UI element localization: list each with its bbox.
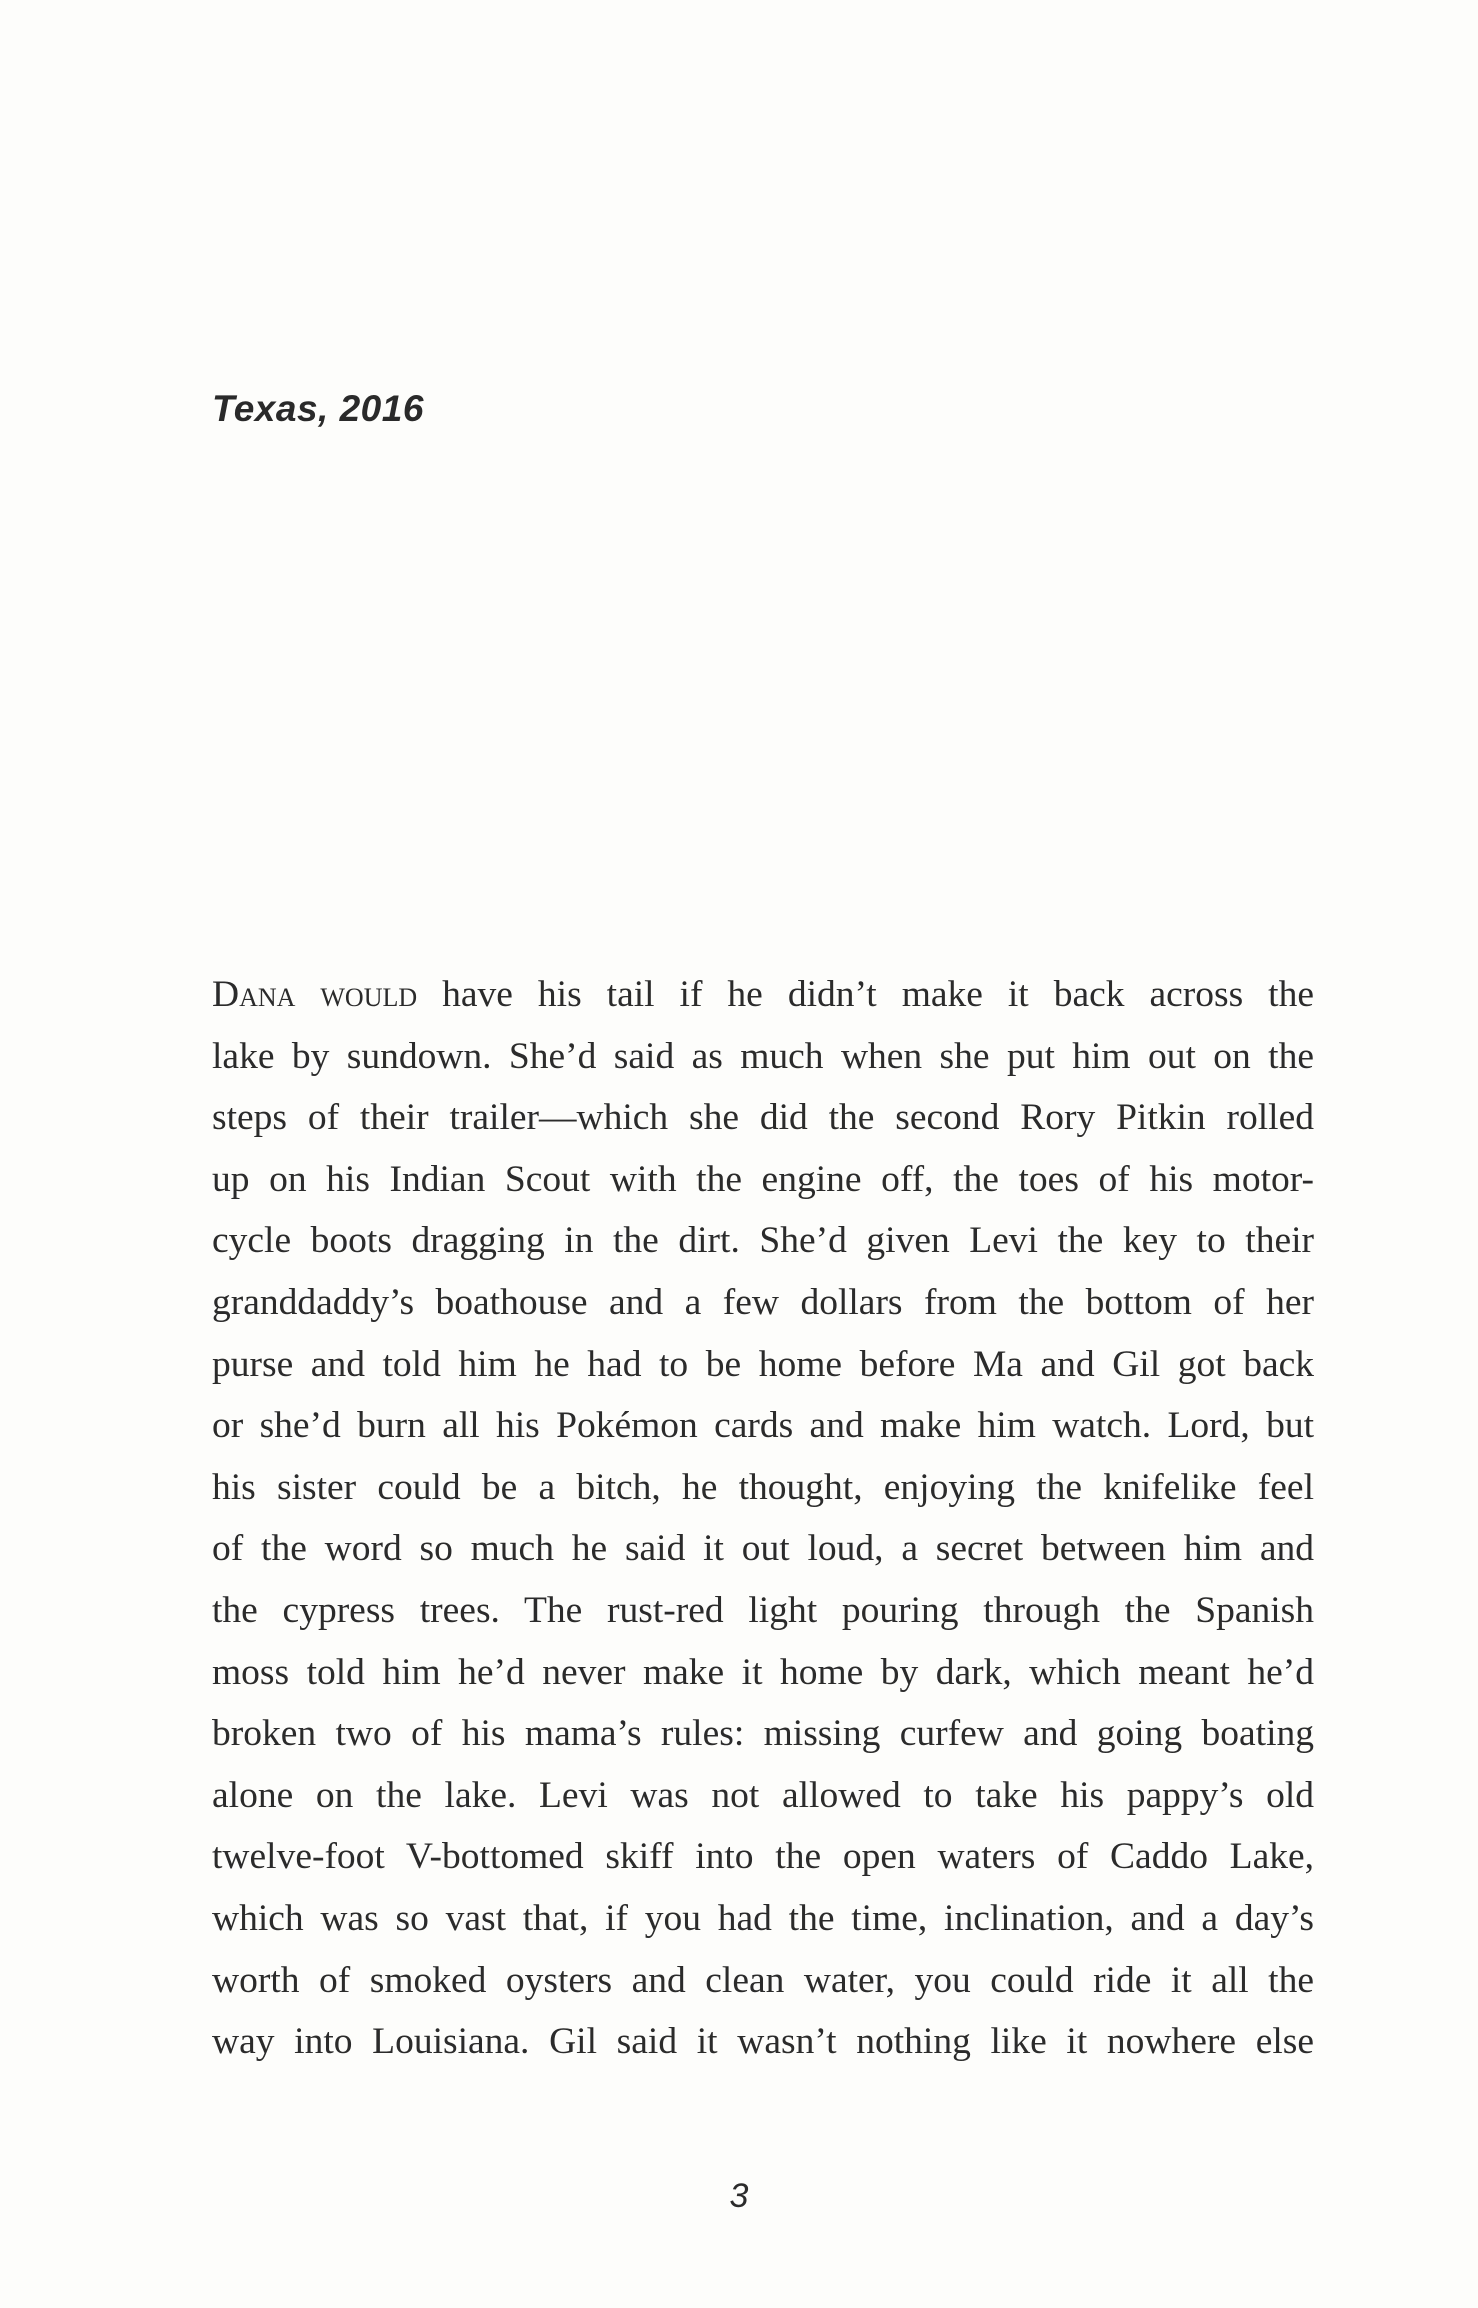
text-line: granddaddy’s boathouse and a few dollars from the bottom of her (212, 1281, 1314, 1323)
text-line: cycle boots dragging in the dirt. She’d given Levi the key to their (212, 1220, 1314, 1262)
text-line: twelve-foot V-bottomed skiff into the open waters of Caddo Lake, (212, 1836, 1314, 1878)
text-line: the cypress trees. The rust-red light pouring through the Spanish (212, 1589, 1314, 1631)
opening-smallcaps: Dana would (212, 974, 418, 1015)
text-line: or she’d burn all his Pokémon cards and make him watch. Lord, but (212, 1405, 1314, 1447)
text-line: moss told him he’d never make it home by dark, which meant he’d (212, 1651, 1314, 1693)
body-paragraph (212, 964, 1314, 2073)
text-line: which was so vast that, if you had the time, inclination, and a day’s (212, 1897, 1314, 1939)
page-number: 3 (729, 2177, 749, 2215)
text-line: steps of their trailer—which she did the second Rory Pitkin rolled (212, 1097, 1314, 1139)
text-line: alone on the lake. Levi was not allowed to take his pappy’s old (212, 1774, 1314, 1816)
text-line: lake by sundown. She’d said as much when she put him out on the (212, 1035, 1314, 1077)
text-line (212, 964, 1314, 1026)
chapter-heading: Texas, 2016 (212, 388, 424, 429)
text-line: broken two of his mama’s rules: missing curfew and going boating (212, 1713, 1314, 1755)
text-line: way into Louisiana. Gil said it wasn’t nothing like it nowhere else (212, 2021, 1314, 2063)
text-line-segment: have his tail if he didn’t make it back across the (417, 974, 1314, 1015)
text-line: of the word so much he said it out loud, a secret between him and (212, 1528, 1314, 1570)
text-line: up on his Indian Scout with the engine off, the toes of his motor- (212, 1158, 1314, 1200)
text-line: purse and told him he had to be home before Ma and Gil got back (212, 1343, 1314, 1385)
text-line: worth of smoked oysters and clean water, you could ride it all the (212, 1959, 1314, 2001)
text-line: his sister could be a bitch, he thought, enjoying the knifelike feel (212, 1466, 1314, 1508)
